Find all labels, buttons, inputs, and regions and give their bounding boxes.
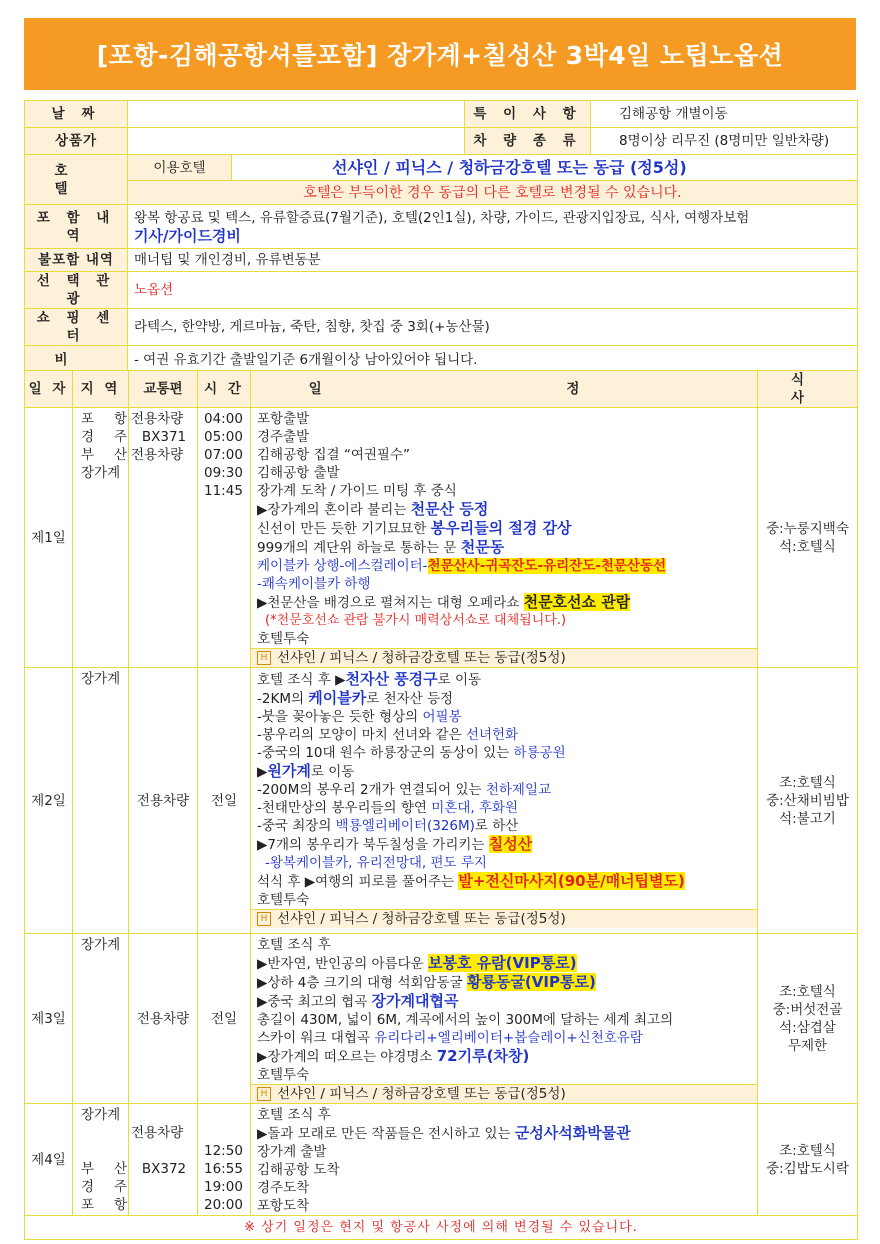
- schedule-text: -천태만상의 봉우리들의 향연: [257, 800, 432, 816]
- schedule-text: 선샤인 / 피닉스 / 청하금강호텔 또는 동급(정5성): [277, 1086, 566, 1102]
- day1-time: 04:00: [204, 411, 243, 427]
- schedule-text: 김해공항 도착: [257, 1162, 340, 1178]
- day3-hotel-bar: [251, 1084, 757, 1103]
- day3-line: [257, 992, 751, 1011]
- day2-line: [257, 781, 751, 799]
- day1-times: [198, 408, 251, 668]
- hotel-icon: H: [257, 912, 271, 926]
- day1-line: [257, 519, 751, 538]
- schedule-text: 12:50: [204, 1143, 243, 1159]
- day2-area: 장가계: [73, 668, 129, 934]
- include-value: 왕복 항공료 및 텍스, 유류할증료(7월기준), 호텔(2인1실), 차량, 가이드, 관광지입장료, 식사, 여행자보험: [134, 209, 750, 226]
- day1-line: 장가계 도착 / 가이드 미팅 후 중식: [257, 483, 457, 499]
- note-line-1: - 여권 유효기간 출발일기준 6개월이상 남아있어야 됩니다.: [134, 351, 478, 368]
- option-value: 노옵션: [128, 272, 858, 309]
- day2-line: [257, 799, 751, 817]
- day3-time: 전일: [198, 934, 251, 1104]
- day1-line: [257, 593, 751, 612]
- schedule-text: 중:버섯전골: [772, 1001, 843, 1018]
- header-day: 일 자: [25, 371, 73, 408]
- day1-area: 부 산: [81, 447, 127, 463]
- day1-label: 제1일: [25, 408, 73, 668]
- day1-time: 11:45: [204, 483, 243, 499]
- schedule-text: 호텔 조식 후: [257, 1107, 331, 1123]
- footer-note: ※ 상기 일정은 현지 및 항공사 사정에 의해 변경될 수 있습니다.: [25, 1216, 858, 1240]
- day1-text: 신선이 만든 듯한 기기묘묘한: [257, 521, 431, 537]
- schedule-text: -중국의 10대 원수 하룡장군의 동상이 있는: [257, 745, 514, 761]
- day3-label: 제3일: [25, 934, 73, 1104]
- schedule-text: 호텔 조식 후 ▶: [257, 672, 346, 688]
- day1-text: ▶장가계의 혼이라 불리는: [257, 502, 411, 518]
- shop-value: 라텍스, 한약방, 게르마늄, 죽탄, 침향, 찻집 중 3회(+농산물): [128, 309, 858, 346]
- schedule-text: 20:00: [204, 1197, 243, 1213]
- date-label: 날 짜: [25, 101, 128, 128]
- day1-area: 포 항: [81, 411, 127, 427]
- day1-highlight: 천문동: [460, 538, 505, 556]
- schedule-text: 장가계: [81, 1107, 121, 1123]
- day1-line: [257, 538, 751, 557]
- day1-text: 케이블카 상행-에스컬레이터-: [257, 558, 428, 574]
- schedule-text: 보봉호 유람(VIP통로): [428, 954, 577, 972]
- header-area: 지 역: [73, 371, 129, 408]
- day1-time: 07:00: [204, 447, 243, 463]
- schedule-text: -중국 최장의: [257, 818, 336, 834]
- info-table: [24, 100, 858, 392]
- day3-itinerary: [251, 934, 758, 1104]
- day3-area: 장가계: [73, 934, 129, 1104]
- schedule-text: 원가계: [267, 762, 311, 780]
- exclude-label: 불포함 내역: [25, 249, 128, 272]
- hotel-value: 선샤인 / 피닉스 / 청하금강호텔 또는 동급 (정5성): [232, 155, 858, 181]
- schedule-text: 부 산: [81, 1161, 127, 1177]
- day1-text: 999개의 계단위 하늘로 통하는 문: [257, 540, 461, 556]
- day3-line: 총길이 430M, 넓이 6M, 계곡에서의 높이 300M에 달하는 세계 최고의: [257, 1012, 674, 1028]
- day4-areas: [73, 1104, 129, 1216]
- day1-transport: 전용차량: [131, 411, 184, 427]
- day3-line: [257, 973, 751, 992]
- day1-line: 김해공항 출발: [257, 465, 340, 481]
- schedule-text: 선샤인 / 피닉스 / 청하금강호텔 또는 동급(정5성): [277, 911, 566, 927]
- hotel-sub-label: 이용호텔: [128, 155, 232, 181]
- day2-line: [257, 835, 751, 854]
- header-time: 시 간: [198, 371, 251, 408]
- day1-meals: [758, 408, 858, 668]
- day2-line: [257, 689, 751, 708]
- schedule-text: 19:00: [204, 1179, 243, 1195]
- schedule-text: 발+전신마사지(90분/매너팁별도): [458, 872, 685, 890]
- day3-transport: 전용차량: [129, 934, 198, 1104]
- day1-hotel: 선샤인 / 피닉스 / 청하금강호텔 또는 동급(정5성): [277, 650, 566, 666]
- schedule-text: 72기루(차창): [436, 1047, 530, 1065]
- schedule-text: -붓을 꽂아놓은 듯한 형상의: [257, 709, 423, 725]
- day3-line: [257, 954, 751, 973]
- day1-transport: BX371: [141, 429, 187, 445]
- day1-area: 경 주: [81, 429, 127, 445]
- schedule-text: 석식 후 ▶여행의 피로를 풀어주는: [257, 874, 459, 890]
- day1-highlight: 천문산 등정: [410, 500, 489, 518]
- schedule-text: 장가계 출발: [257, 1144, 327, 1160]
- schedule-text: 선녀헌화: [465, 727, 519, 743]
- schedule-text: ▶7개의 봉우리가 북두칠성을 가리키는: [257, 837, 489, 853]
- schedule-text: 어필봉: [422, 709, 462, 725]
- schedule-text: 조:호텔식: [779, 774, 836, 791]
- schedule-text: 로 천자산 등정: [366, 691, 454, 707]
- day2-line: [257, 726, 751, 744]
- hotel-note: 호텔은 부득이한 경우 동급의 다른 호텔로 변경될 수 있습니다.: [128, 181, 858, 205]
- schedule-text: 군성사석화박물관: [514, 1124, 631, 1142]
- schedule-text: 조:호텔식: [779, 1142, 836, 1159]
- day2-meals: [758, 668, 858, 934]
- price-label: 상품가: [25, 128, 128, 155]
- day3-meals: [758, 934, 858, 1104]
- schedule-text: 케이블카: [308, 689, 367, 707]
- schedule-text: 미혼대, 후화원: [431, 800, 519, 816]
- day1-meal: 석:호텔식: [779, 538, 836, 555]
- day4-itinerary: [251, 1104, 758, 1216]
- day1-highlight: 봉우리들의 절경 감상: [430, 519, 572, 537]
- day1-time: 09:30: [204, 465, 243, 481]
- day1-line: 김해공항 집결 “여권필수”: [257, 447, 410, 463]
- schedule-text: -2KM의: [257, 691, 309, 707]
- include-value-2: 기사/가이드경비: [134, 226, 241, 245]
- header-transport: 교통편: [129, 371, 198, 408]
- schedule-text: 칠성산: [488, 835, 533, 853]
- day1-highlight: 천문호선쇼 관람: [523, 593, 631, 611]
- day1-line: (*천문호선쇼 관람 불가시 매력상서쇼로 대체됩니다.): [265, 613, 567, 628]
- day2-line: -왕복케이블카, 유리전망대, 편도 루지: [265, 855, 487, 871]
- schedule-text: 전용차량: [131, 1125, 184, 1141]
- day2-line: 호텔투숙: [257, 892, 310, 908]
- schedule-text: 로 이동: [437, 672, 482, 688]
- day4-times: [198, 1104, 251, 1216]
- schedule-text: 포항도착: [257, 1198, 310, 1214]
- option-label: 선 택 관 광: [25, 272, 128, 309]
- exclude-value: 매너팁 및 개인경비, 유류변동분: [128, 249, 858, 272]
- day3-line: [257, 1029, 751, 1047]
- day2-hotel-bar: [251, 909, 757, 928]
- hotel-icon: H: [257, 651, 271, 665]
- vehicle-label: 차 량 종 류: [465, 128, 591, 155]
- schedule-text: BX372: [141, 1161, 187, 1177]
- schedule-text: ▶장가계의 떠오르는 야경명소: [257, 1049, 437, 1065]
- price-value: [128, 128, 465, 155]
- schedule-text: -200M의 봉우리 2개가 연결되어 있는: [257, 782, 486, 798]
- day1-areas: [73, 408, 129, 668]
- day1-hotel-bar: [251, 648, 757, 667]
- page-title: [포항-김해공항셔틀포함] 장가계+칠성산 3박4일 노팁노옵션: [24, 18, 856, 90]
- day1-transports: [129, 408, 198, 668]
- schedule-text: 황룡동굴(VIP통로): [466, 973, 596, 991]
- schedule-text: 천하제일교: [485, 782, 552, 798]
- schedule-text: 석:불고기: [779, 810, 836, 827]
- schedule-text: 중:산채비빔밥: [766, 792, 849, 809]
- vehicle-value: 8명이상 리무진 (8명미만 일반차량): [591, 128, 858, 155]
- day2-line: [257, 708, 751, 726]
- special-label: 특 이 사 항: [465, 101, 591, 128]
- schedule-text: 스카이 워크 대협곡: [257, 1030, 375, 1046]
- day1-line: 경주출발: [257, 429, 310, 445]
- hotel-label: 호 텔: [25, 155, 128, 205]
- schedule-table: [24, 370, 858, 1240]
- day1-line: 포항출발: [257, 411, 310, 427]
- day3-line: 호텔투숙: [257, 1067, 310, 1083]
- day1-line: -쾌속케이블카 하행: [257, 576, 371, 592]
- schedule-text: ▶중국 최고의 협곡: [257, 994, 372, 1010]
- schedule-text: 하룡공원: [513, 745, 566, 761]
- schedule-text: 장가계대협곡: [371, 992, 459, 1010]
- day2-line: [257, 817, 751, 835]
- header-itinerary: 일 정: [251, 371, 758, 408]
- schedule-text: ▶반자연, 반인공의 아름다운: [257, 956, 428, 972]
- schedule-text: ▶: [257, 764, 268, 780]
- day1-highlight: 천문산사-귀곡잔도-유리잔도-천문산동선: [427, 558, 667, 574]
- schedule-text: 포 항: [81, 1197, 127, 1213]
- day1-itinerary: [251, 408, 758, 668]
- day1-meal: 중:누룽지백숙: [766, 520, 849, 537]
- day4-meals: [758, 1104, 858, 1216]
- header-meal: 식 사: [758, 371, 858, 408]
- schedule-text: 무제한: [787, 1037, 828, 1054]
- special-value: 김해공항 개별이동: [591, 101, 858, 128]
- day1-line: [257, 500, 751, 519]
- schedule-text: ▶돌과 모래로 만든 작품들은 전시하고 있는: [257, 1126, 515, 1142]
- day3-line: [257, 1047, 751, 1066]
- date-value: [128, 101, 465, 128]
- day2-itinerary: [251, 668, 758, 934]
- schedule-text: 유리다리+엘리베이터+봅슬레이+신천호유람: [374, 1030, 643, 1046]
- day1-time: 05:00: [204, 429, 243, 445]
- include-label: 포 함 내 역: [25, 205, 128, 249]
- day1-line: [257, 557, 751, 575]
- hotel-icon: H: [257, 1087, 271, 1101]
- schedule-text: 경 주: [81, 1179, 127, 1195]
- day1-text: ▶천문산을 배경으로 펼쳐지는 대형 오페라쇼: [257, 595, 524, 611]
- note-label: 비: [25, 346, 128, 392]
- day2-line: [257, 872, 751, 891]
- day2-transport: 전용차량: [129, 668, 198, 934]
- day4-transports: [129, 1104, 198, 1216]
- day2-time: 전일: [198, 668, 251, 934]
- day2-line: [257, 762, 751, 781]
- shop-label: 쇼 핑 센 터: [25, 309, 128, 346]
- schedule-text: 16:55: [204, 1161, 243, 1177]
- day1-area: 장가계: [81, 465, 121, 481]
- schedule-text: 로 이동: [310, 764, 355, 780]
- schedule-text: 백룡엘리베이터(326M): [335, 818, 475, 834]
- day2-label: 제2일: [25, 668, 73, 934]
- day1-transport: 전용차량: [131, 447, 184, 463]
- schedule-text: 로 하산: [474, 818, 519, 834]
- include-cell: [128, 205, 858, 249]
- day2-line: [257, 670, 751, 689]
- day2-line: [257, 744, 751, 762]
- schedule-text: 경주도착: [257, 1180, 310, 1196]
- day1-line: 호텔투숙: [257, 631, 310, 647]
- schedule-text: -봉우리의 모양이 마치 선녀와 같은: [257, 727, 466, 743]
- schedule-text: 중:김밥도시락: [766, 1160, 849, 1177]
- schedule-text: 천자산 풍경구: [345, 670, 438, 688]
- schedule-text: 조:호텔식: [779, 983, 836, 1000]
- day3-line: 호텔 조식 후: [257, 937, 331, 953]
- day4-label: 제4일: [25, 1104, 73, 1216]
- schedule-text: 석:삼겹살: [779, 1019, 836, 1036]
- schedule-text: ▶상하 4층 크기의 대형 석회암동굴: [257, 975, 467, 991]
